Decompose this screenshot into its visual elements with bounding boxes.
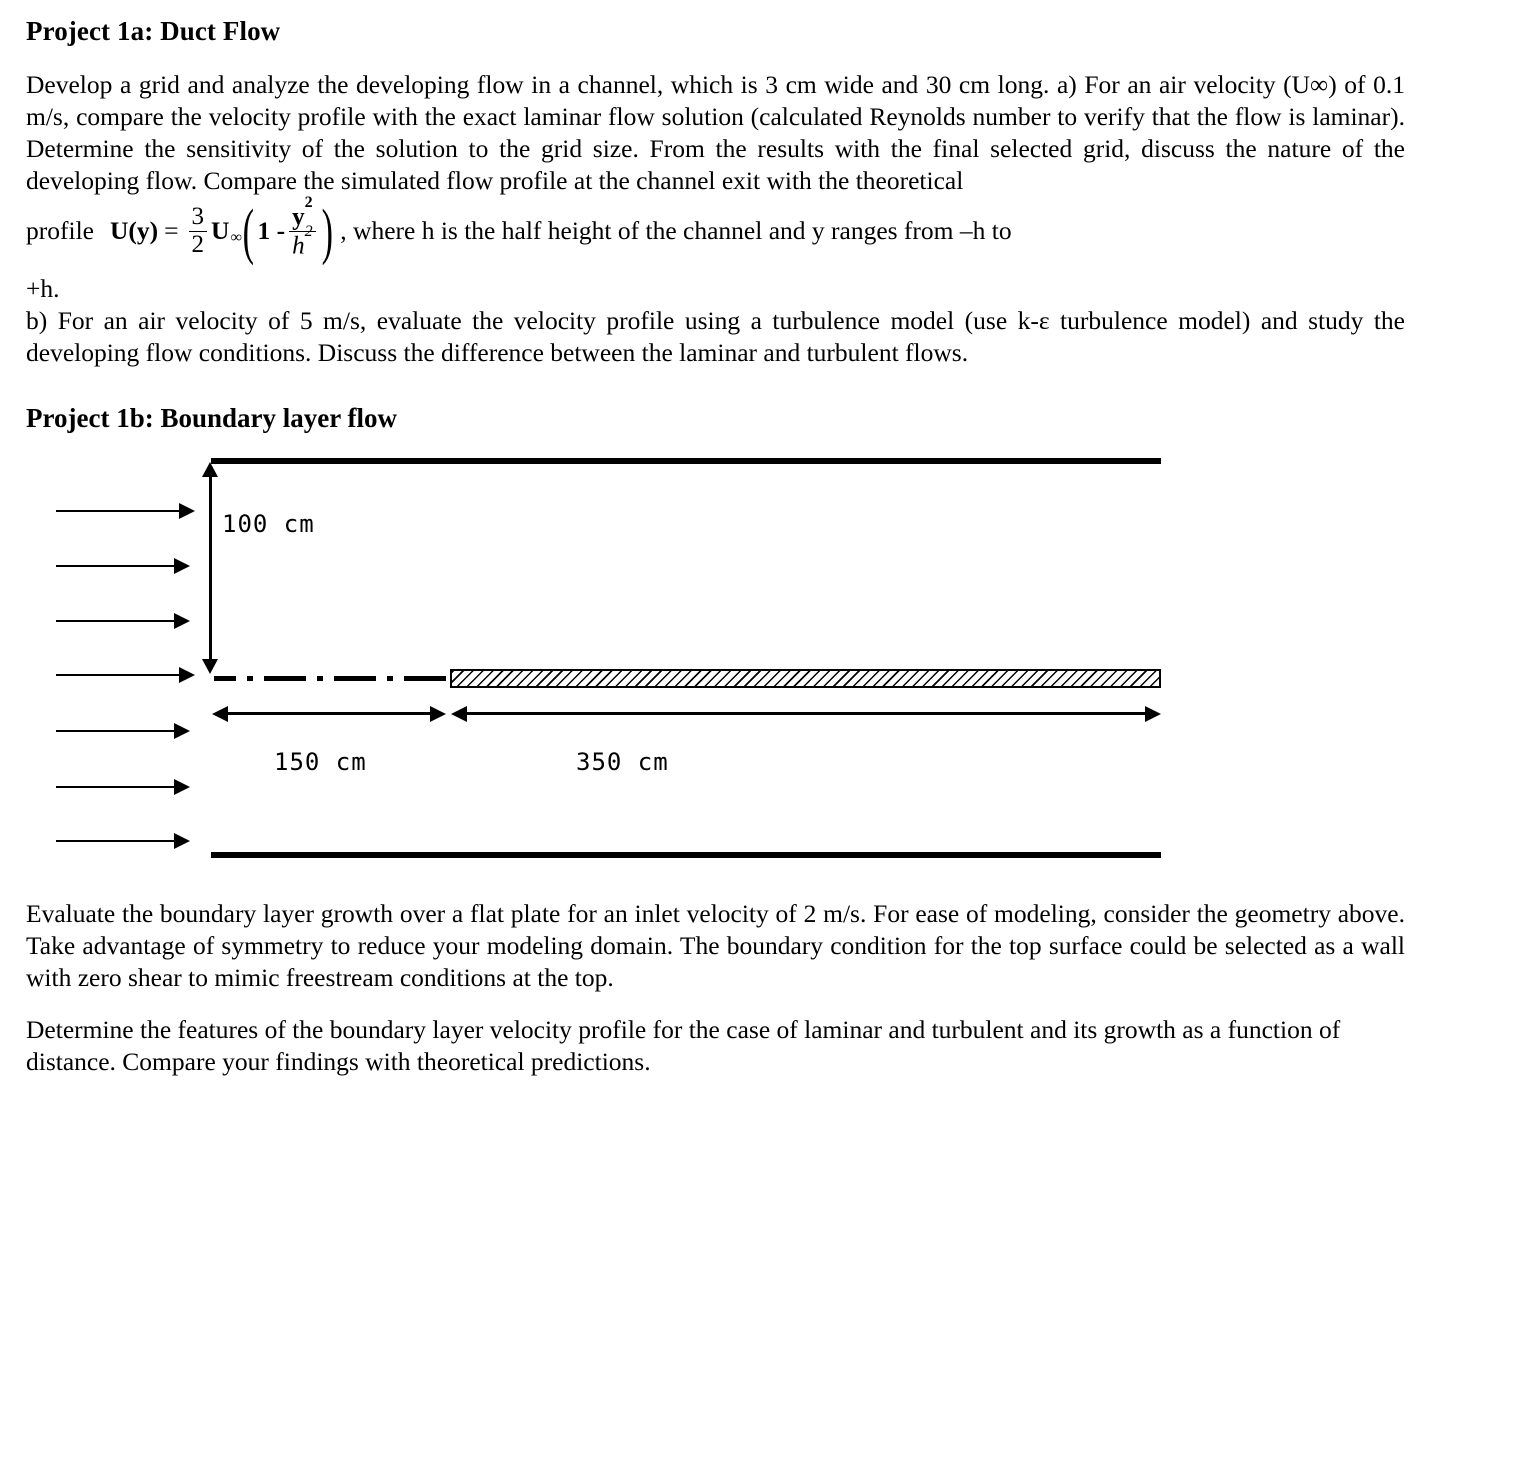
figure-bottom-wall [211, 852, 1161, 858]
formula-coef-denominator: 2 [189, 231, 208, 258]
project-1b-paragraph-2: Determine the features of the boundary layer velocity profile for the case of laminar and turbulent and its growth as a function of distance. Compare your findings with theoretical predictions. [26, 1015, 1341, 1077]
plate-dimension-label: 350 cm [576, 748, 669, 777]
height-dimension-arrowhead-bottom [202, 659, 218, 674]
plate-dimension-arrowhead-right [1145, 706, 1161, 722]
formula-y-over-h-fraction [289, 194, 316, 259]
upstream-dimension-arrowhead-right [430, 706, 446, 722]
boundary-layer-figure [26, 448, 1406, 888]
formula-open-paren: ( [242, 197, 254, 266]
formula-frac-denominator: $h^2$ [289, 231, 316, 260]
page-title: Project 1a: Duct Flow [26, 16, 281, 46]
flat-plate [450, 669, 1161, 688]
project-1b-title: Project 1b: Boundary layer flow [26, 403, 397, 434]
formula-lhs: U(y) [109, 216, 159, 246]
formula-range-continuation: +h. [26, 274, 60, 304]
formula-equals: = [164, 216, 179, 246]
project-1b-paragraph-1: Evaluate the boundary layer growth over a flat plate for an inlet velocity of 2 m/s. For ease of modeling, consider the geometry above. Take advantage of symmetry to reduce your modeling domain. The boundary condition for the top surface could be selected as a wall with zero shear to mimic freestream conditions at the top. [26, 899, 1405, 993]
height-dimension-label: 100 cm [222, 510, 315, 539]
formula-close-paren: ) [321, 197, 333, 266]
upstream-dimension-label: 150 cm [274, 748, 367, 777]
formula-coefficient-fraction [189, 204, 208, 258]
formula-u-symbol: U [211, 216, 230, 246]
upstream-dimension-line [226, 712, 441, 715]
plate-dimension-line [465, 712, 1150, 715]
project-1a-paragraph-2: b) For an air velocity of 5 m/s, evaluate the velocity profile using a turbulence model (use k-ε turbulence model) and study the developing flow conditions. Discuss the difference between the laminar and turbulent flows. [26, 306, 1405, 368]
formula-coef-numerator: 3 [191, 203, 205, 231]
formula-u-subscript: ∞ [230, 229, 242, 247]
figure-top-wall [211, 458, 1161, 464]
height-dimension-line [209, 470, 212, 666]
project-1a-paragraph-1: Develop a grid and analyze the developing flow in a channel, which is 3 cm wide and 30 cm long. a) For an air velocity (U∞) of 0.1 m/s, compare the velocity profile with the exact laminar flow solution (calculated Reynolds number to verify that the flow is laminar). Determine the sensitivity of the solution to the grid size. From the results with the final selected grid, discuss the nature of the developing flow. Compare the simulated flow profile at the channel exit with the theoretical [26, 70, 1405, 195]
theoretical-profile-formula-line [26, 194, 1405, 266]
formula-frac-numerator: $y^2$ [292, 194, 313, 231]
formula-lead-text: profile [26, 216, 94, 246]
formula-trailing-text: , where h is the half height of the channel and y ranges from –h to [340, 216, 1012, 246]
velocity-profile-formula [100, 194, 334, 266]
formula-one-minus: 1 - [257, 216, 286, 246]
